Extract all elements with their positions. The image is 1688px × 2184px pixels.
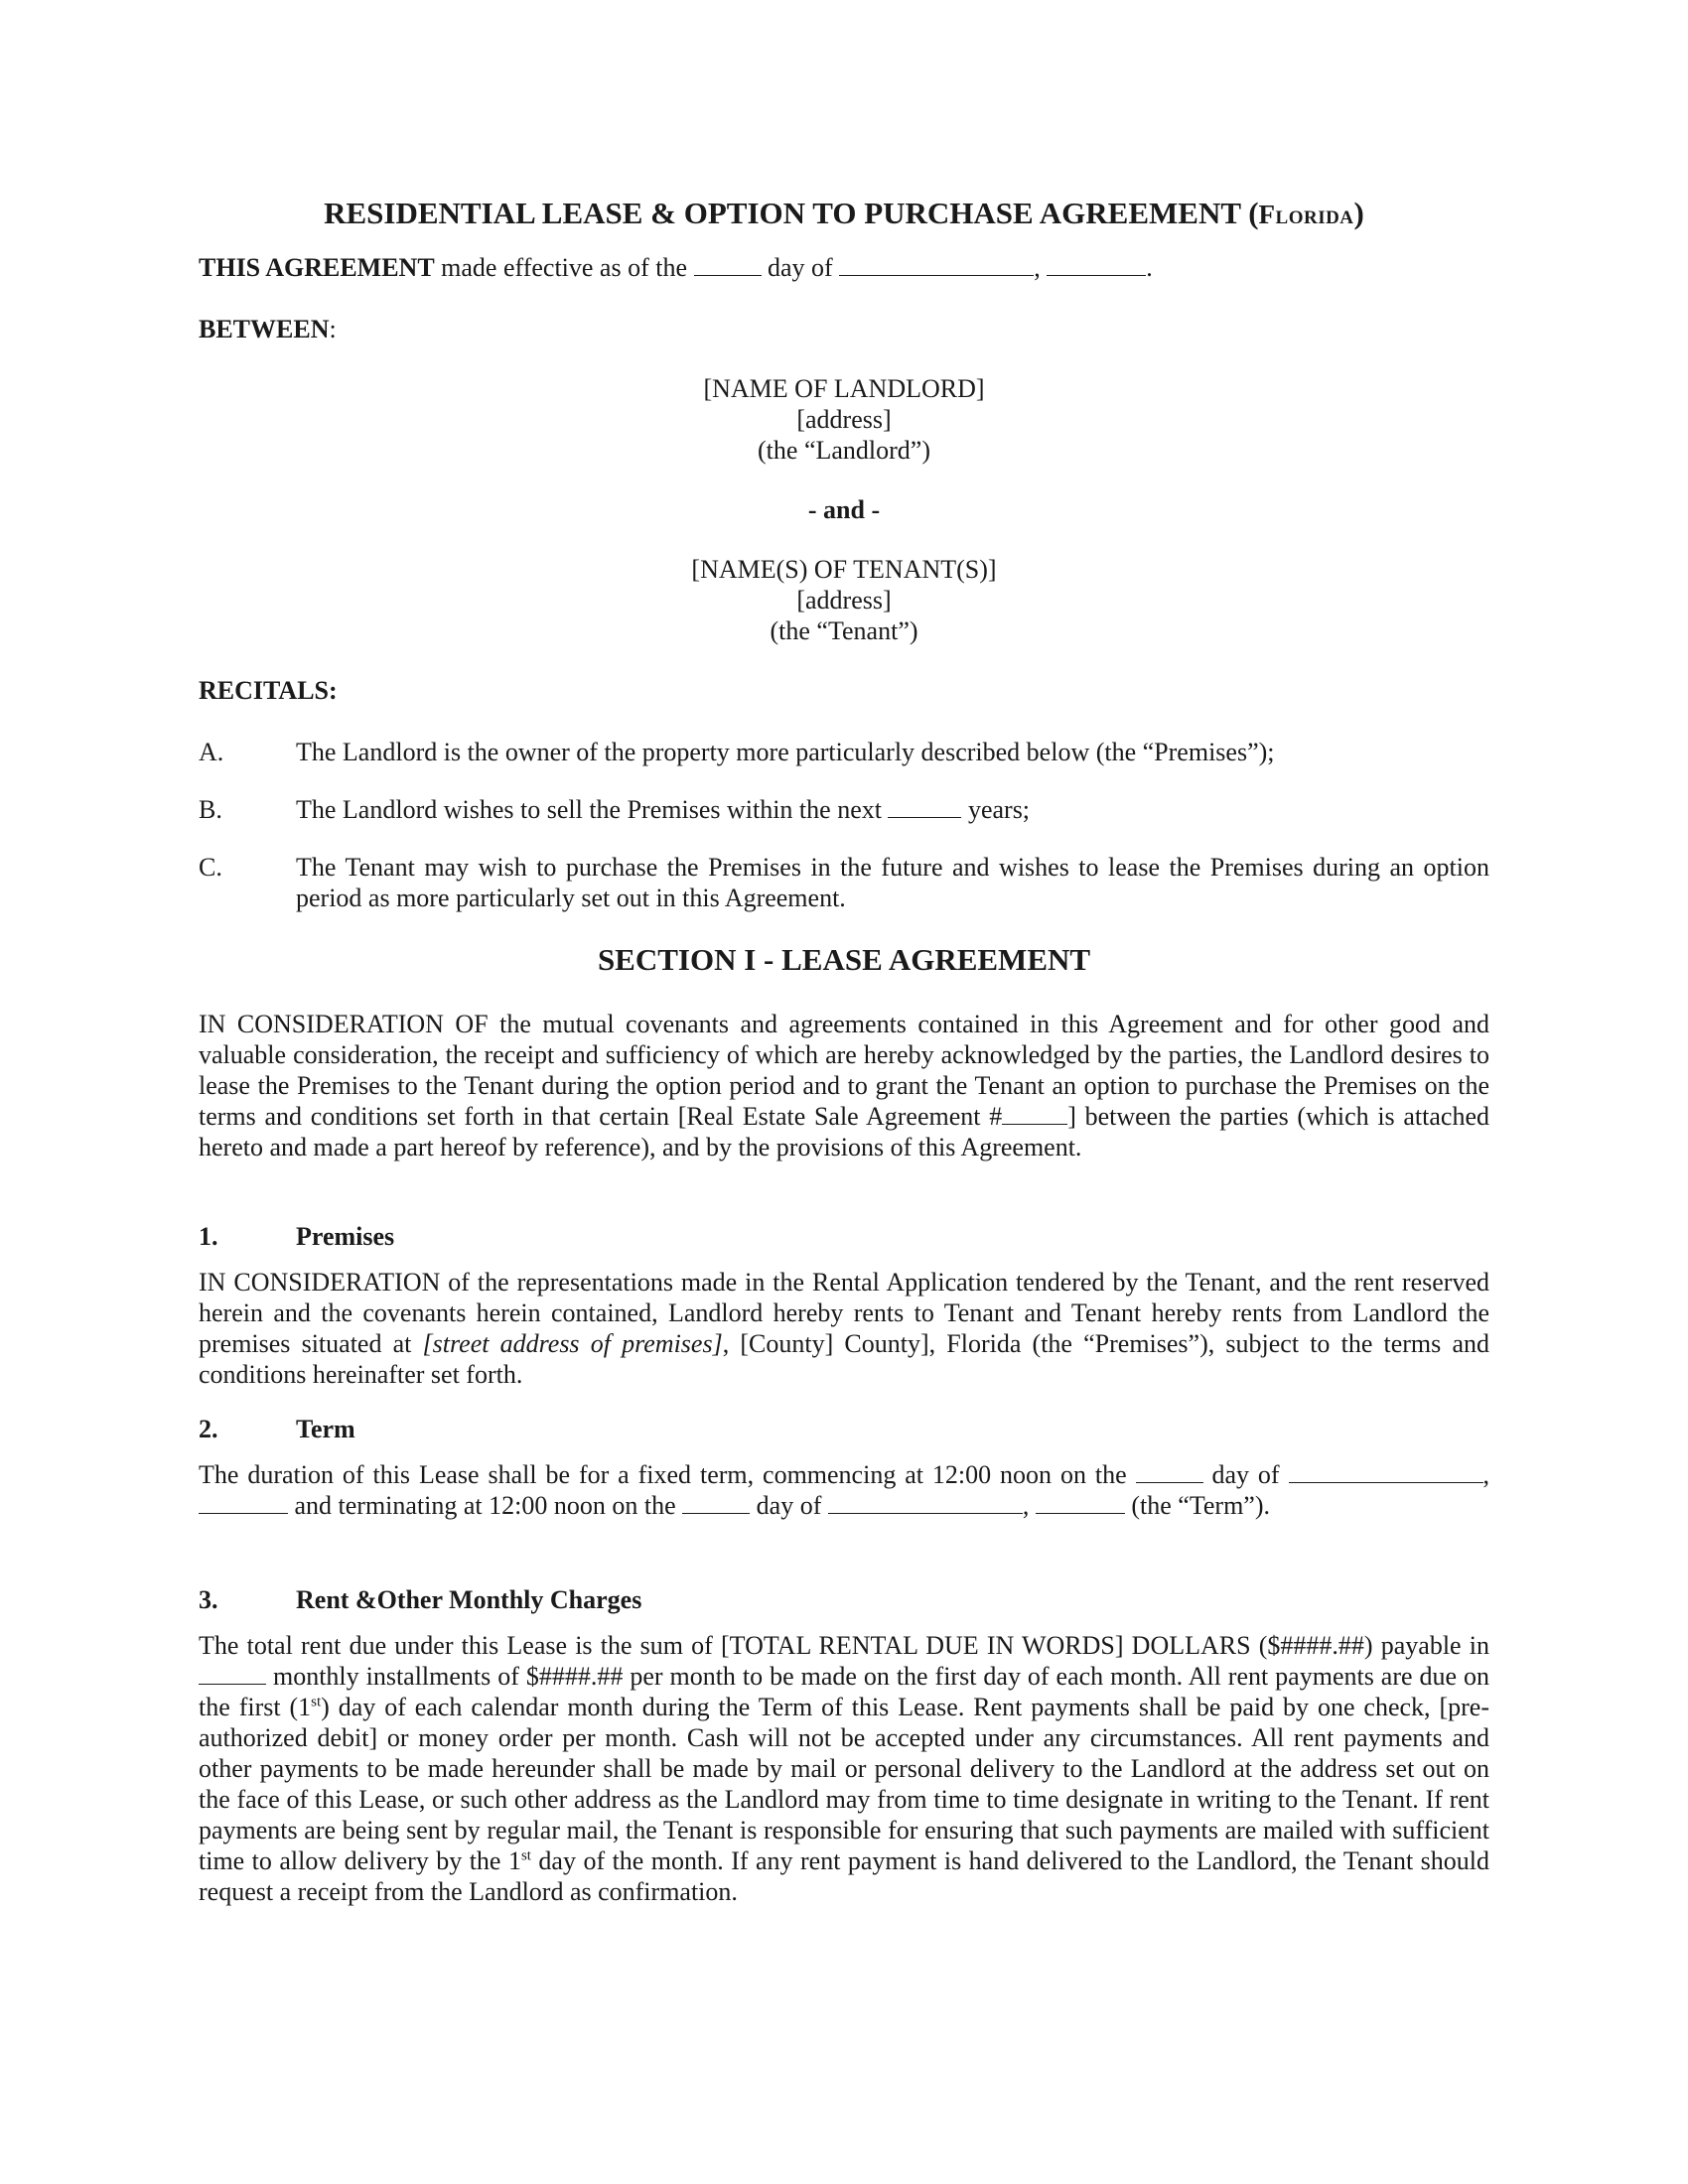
recital-b-letter: B.	[199, 795, 222, 824]
effective-comma: ,	[1034, 253, 1048, 282]
consideration-after: ] between the parties (which is attached hereto and made a part hereof by reference), and by the provisions of this Agreement.	[199, 1102, 1489, 1161]
term-end-day-blank[interactable]	[682, 1491, 750, 1514]
rent-text-2: monthly installments of $####.## per month to be made on the first day of each month. All rent payments are due on the first (1	[199, 1662, 1489, 1721]
landlord-role: (the “Landlord”)	[758, 436, 930, 465]
premises-before: IN CONSIDERATION of the representations made in the Rental Application tendered by the Tenant, and the rent reserved herein and the covenants herein contained, Landlord hereby rents to Tenant and Tenant hereby rents from Landlord the premises situated at	[199, 1268, 1489, 1358]
rent-sup-2: st	[520, 1847, 531, 1864]
section-3-paragraph	[199, 1630, 1489, 1907]
section-title: SECTION I - LEASE AGREEMENT	[597, 942, 1091, 977]
title-main: RESIDENTIAL LEASE & OPTION TO PURCHASE AGREEMENT (	[324, 196, 1259, 230]
recital-b-text	[296, 794, 1489, 825]
agreement-number-blank[interactable]	[1002, 1102, 1067, 1125]
term-text-3: ,	[1482, 1460, 1490, 1489]
title-close: )	[1353, 196, 1364, 230]
year-blank[interactable]	[1047, 253, 1146, 276]
section-3-number: 3.	[199, 1585, 218, 1614]
term-text-5: day of	[750, 1491, 828, 1520]
recitals-heading: RECITALS:	[199, 676, 338, 705]
section-2-number: 2.	[199, 1415, 218, 1443]
recital-b-before: The Landlord wishes to sell the Premises within the next	[296, 795, 889, 824]
rent-text-4: day of the month. If any rent payment is hand delivered to the Landlord, the Tenant should request a receipt from the Landlord as confirmation.	[199, 1846, 1489, 1906]
day-blank[interactable]	[694, 253, 762, 276]
section-2-paragraph	[199, 1459, 1489, 1521]
term-end-month-blank[interactable]	[828, 1491, 1023, 1514]
effective-text-1: made effective as of the	[434, 253, 694, 282]
landlord-address: [address]	[796, 405, 892, 434]
section-2-heading: Term	[296, 1415, 355, 1443]
term-start-year-blank[interactable]	[199, 1491, 288, 1514]
effective-period: .	[1146, 253, 1153, 282]
between-label: BETWEEN	[199, 315, 330, 343]
tenant-address: [address]	[796, 586, 892, 614]
installments-blank[interactable]	[199, 1662, 266, 1685]
month-blank[interactable]	[839, 253, 1034, 276]
term-text-4: and terminating at 12:00 noon on the	[288, 1491, 683, 1520]
premises-address-placeholder: [street address of premises]	[422, 1329, 723, 1358]
landlord-block	[635, 373, 1053, 466]
years-blank[interactable]	[888, 795, 961, 818]
term-start-month-blank[interactable]	[1289, 1460, 1483, 1483]
term-start-day-blank[interactable]	[1136, 1460, 1203, 1483]
term-text-6: ,	[1022, 1491, 1036, 1520]
section-3-heading: Rent &Other Monthly Charges	[296, 1585, 642, 1614]
consideration-before: IN CONSIDERATION OF the mutual covenants and agreements contained in this Agreement and for other good and valuable consideration, the receipt and sufficiency of which are hereby acknowledged by the parties, the Landlord desires to lease the Premises to the Tenant during the option period and to grant the Tenant an option to purchase the Premises on the terms and conditions set forth in that certain [Real Estate Sale Agreement #	[199, 1010, 1489, 1131]
landlord-name: [NAME OF LANDLORD]	[703, 374, 985, 403]
term-end-year-blank[interactable]	[1036, 1491, 1125, 1514]
rent-text-1: The total rent due under this Lease is the sum of [TOTAL RENTAL DUE IN WORDS] DOLLARS ($####.##) payable in	[199, 1631, 1489, 1660]
recital-c-text: The Tenant may wish to purchase the Premises in the future and wishes to lease the Premises during an option period as more particularly set out in this Agreement.	[296, 853, 1489, 912]
term-text-2: day of	[1202, 1460, 1289, 1489]
section-1-heading: Premises	[296, 1222, 395, 1251]
effective-text-2: day of	[761, 253, 840, 282]
tenant-role: (the “Tenant”)	[770, 616, 918, 645]
rent-sup-1: st	[311, 1694, 322, 1710]
recital-c-letter: C.	[199, 853, 222, 882]
recital-a-text: The Landlord is the owner of the property more particularly described below (the “Premises”);	[296, 738, 1275, 766]
rent-text-3: ) day of each calendar month during the Term of this Lease. Rent payments shall be paid by one check, [pre-authorized debit] or money order per month. Cash will not be accepted under any circumstances. All rent payments and other payments to be made hereunder shall be made by mail or personal delivery to the Landlord at the address set out on the face of this Lease, or such other address as the Landlord may from time to time designate in writing to the Tenant. If rent payments are being sent by regular mail, the Tenant is responsible for ensuring that such payments are mailed with sufficient time to allow delivery by the 1	[199, 1693, 1489, 1875]
tenant-block	[626, 554, 1062, 646]
agreement-lead: THIS AGREEMENT	[199, 253, 435, 282]
between-heading	[199, 314, 1489, 344]
consideration-paragraph	[199, 1009, 1489, 1162]
title-state: Florida	[1258, 200, 1354, 229]
recital-a-letter: A.	[199, 738, 224, 766]
section-1-number: 1.	[199, 1222, 218, 1251]
section-1-paragraph	[199, 1267, 1489, 1390]
between-colon: :	[329, 315, 337, 343]
tenant-name: [NAME(S) OF TENANT(S)]	[691, 555, 997, 584]
term-text-7: (the “Term”).	[1124, 1491, 1271, 1520]
premises-after: , [County] County], Florida (the “Premises”), subject to the terms and conditions hereinafter set forth.	[199, 1329, 1489, 1389]
effective-date-line	[199, 252, 1489, 283]
term-text-1: The duration of this Lease shall be for a fixed term, commencing at 12:00 noon on the	[199, 1460, 1136, 1489]
document-title	[199, 195, 1489, 233]
recital-b-after: years;	[961, 795, 1031, 824]
and-separator: - and -	[807, 495, 881, 524]
